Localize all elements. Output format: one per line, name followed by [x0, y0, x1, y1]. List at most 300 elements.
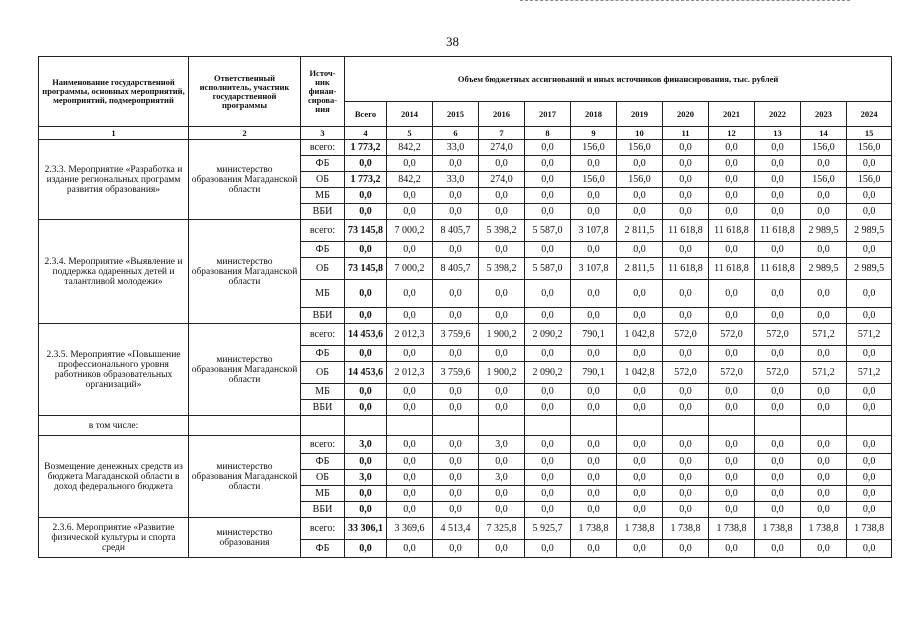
- column-number: 7: [479, 127, 525, 140]
- year-value: 3 369,6: [387, 518, 433, 540]
- funding-source: ФБ: [301, 454, 345, 470]
- year-value: 0,0: [433, 400, 479, 416]
- year-value: 0,0: [847, 470, 892, 486]
- funding-source: ВБИ: [301, 204, 345, 220]
- year-value: 0,0: [617, 486, 663, 502]
- year-value: 0,0: [709, 140, 755, 156]
- year-value: 0,0: [755, 204, 801, 220]
- year-value: 0,0: [617, 156, 663, 172]
- year-value: 0,0: [709, 188, 755, 204]
- year-value: 0,0: [617, 308, 663, 324]
- column-number: 8: [525, 127, 571, 140]
- year-value: 0,0: [525, 400, 571, 416]
- executor: министерство образования Магаданской области: [189, 324, 301, 416]
- year-value: 0,0: [525, 172, 571, 188]
- table-row: [39, 220, 892, 242]
- year-value: 0,0: [571, 540, 617, 558]
- empty-cell: [479, 416, 525, 436]
- executor: министерство образования Магаданской области: [189, 436, 301, 518]
- year-value: 5 925,7: [525, 518, 571, 540]
- year-value: 0,0: [617, 280, 663, 308]
- total-value: 0,0: [345, 400, 387, 416]
- year-value: 0,0: [525, 540, 571, 558]
- year-value: 274,0: [479, 140, 525, 156]
- total-value: 0,0: [345, 346, 387, 362]
- column-number: 6: [433, 127, 479, 140]
- year-value: 0,0: [479, 242, 525, 258]
- year-value: 0,0: [617, 242, 663, 258]
- year-value: 0,0: [663, 400, 709, 416]
- year-value: 0,0: [525, 384, 571, 400]
- year-value: 0,0: [847, 454, 892, 470]
- total-value: 0,0: [345, 308, 387, 324]
- year-value: 0,0: [755, 188, 801, 204]
- year-value: 0,0: [617, 454, 663, 470]
- year-value: 790,1: [571, 324, 617, 346]
- year-value: 0,0: [755, 156, 801, 172]
- year-value: 7 000,2: [387, 220, 433, 242]
- year-value: 5 398,2: [479, 220, 525, 242]
- subheader-row: [39, 416, 892, 436]
- year-value: 0,0: [525, 280, 571, 308]
- year-value: 0,0: [663, 156, 709, 172]
- year-value: 0,0: [433, 188, 479, 204]
- year-value: 0,0: [571, 280, 617, 308]
- column-number: 10: [617, 127, 663, 140]
- year-value: 0,0: [755, 346, 801, 362]
- year-value: 0,0: [525, 140, 571, 156]
- year-value: 571,2: [847, 324, 892, 346]
- year-value: 0,0: [755, 486, 801, 502]
- funding-source: всего:: [301, 324, 345, 346]
- year-value: 0,0: [571, 470, 617, 486]
- year-value: 0,0: [709, 156, 755, 172]
- executor: министерство образования Магаданской области: [189, 220, 301, 324]
- header-source: Источ-ник финан-сирова-ния: [301, 57, 345, 127]
- year-value: 0,0: [663, 502, 709, 518]
- year-value: 0,0: [755, 384, 801, 400]
- year-value: 2 811,5: [617, 258, 663, 280]
- header-name: Наименование государственной программы, основных мероприятий, мероприятий, подмероприятий: [39, 57, 189, 127]
- year-value: 0,0: [755, 436, 801, 454]
- year-value: 0,0: [387, 346, 433, 362]
- year-value: 572,0: [663, 324, 709, 346]
- funding-source: ВБИ: [301, 502, 345, 518]
- funding-source: ВБИ: [301, 308, 345, 324]
- year-value: 11 618,8: [663, 220, 709, 242]
- year-value: 2 012,3: [387, 324, 433, 346]
- year-value: 0,0: [847, 308, 892, 324]
- year-value: 0,0: [617, 204, 663, 220]
- year-value: 0,0: [617, 400, 663, 416]
- year-value: 0,0: [571, 436, 617, 454]
- year-value: 0,0: [847, 384, 892, 400]
- year-value: 0,0: [709, 502, 755, 518]
- total-value: 0,0: [345, 280, 387, 308]
- year-value: 0,0: [571, 346, 617, 362]
- funding-source: ОБ: [301, 362, 345, 384]
- year-value: 0,0: [571, 188, 617, 204]
- year-value: 0,0: [387, 242, 433, 258]
- empty-cell: [433, 416, 479, 436]
- funding-source: всего:: [301, 220, 345, 242]
- year-value: 1 738,8: [663, 518, 709, 540]
- total-value: 33 306,1: [345, 518, 387, 540]
- year-value: 0,0: [663, 204, 709, 220]
- year-value: 156,0: [801, 172, 847, 188]
- funding-source: МБ: [301, 188, 345, 204]
- year-value: 0,0: [709, 540, 755, 558]
- year-value: 0,0: [755, 280, 801, 308]
- year-value: 1 042,8: [617, 362, 663, 384]
- year-value: 0,0: [847, 436, 892, 454]
- year-value: 0,0: [847, 204, 892, 220]
- header-total: Всего: [345, 102, 387, 127]
- year-value: 0,0: [387, 308, 433, 324]
- year-value: 0,0: [663, 280, 709, 308]
- year-value: 3 107,8: [571, 258, 617, 280]
- year-value: 156,0: [571, 172, 617, 188]
- year-value: 0,0: [387, 384, 433, 400]
- year-value: 0,0: [617, 470, 663, 486]
- year-value: 0,0: [433, 204, 479, 220]
- year-value: 0,0: [755, 140, 801, 156]
- empty-cell: [525, 416, 571, 436]
- year-value: 1 738,8: [847, 518, 892, 540]
- column-number: 2: [189, 127, 301, 140]
- year-value: 0,0: [801, 308, 847, 324]
- year-value: 0,0: [801, 470, 847, 486]
- year-value: 0,0: [709, 172, 755, 188]
- funding-source: ФБ: [301, 242, 345, 258]
- year-value: 0,0: [801, 280, 847, 308]
- year-value: 0,0: [663, 242, 709, 258]
- funding-source: ФБ: [301, 346, 345, 362]
- total-value: 0,0: [345, 204, 387, 220]
- year-value: 0,0: [709, 308, 755, 324]
- year-value: 11 618,8: [755, 258, 801, 280]
- year-value: 1 738,8: [709, 518, 755, 540]
- year-value: 0,0: [709, 436, 755, 454]
- year-value: 7 000,2: [387, 258, 433, 280]
- year-value: 8 405,7: [433, 220, 479, 242]
- total-value: 14 453,6: [345, 324, 387, 346]
- year-value: 0,0: [755, 502, 801, 518]
- table-row: [39, 436, 892, 454]
- year-value: 0,0: [525, 436, 571, 454]
- year-value: 0,0: [709, 400, 755, 416]
- year-value: 0,0: [571, 384, 617, 400]
- year-value: 0,0: [663, 188, 709, 204]
- year-value: 0,0: [755, 172, 801, 188]
- year-value: 0,0: [801, 540, 847, 558]
- year-value: 0,0: [801, 204, 847, 220]
- year-value: 156,0: [847, 140, 892, 156]
- year-value: 0,0: [525, 242, 571, 258]
- empty-cell: [571, 416, 617, 436]
- header-year: 2015: [433, 102, 479, 127]
- year-value: 0,0: [433, 486, 479, 502]
- empty-cell: [663, 416, 709, 436]
- empty-cell: [345, 416, 387, 436]
- column-number: 12: [709, 127, 755, 140]
- year-value: 0,0: [847, 486, 892, 502]
- year-value: 0,0: [525, 486, 571, 502]
- year-value: 0,0: [801, 188, 847, 204]
- header-year: 2017: [525, 102, 571, 127]
- year-value: 0,0: [709, 280, 755, 308]
- year-value: 3,0: [479, 470, 525, 486]
- year-value: 0,0: [479, 540, 525, 558]
- year-value: 0,0: [571, 156, 617, 172]
- year-value: 0,0: [525, 188, 571, 204]
- year-value: 0,0: [479, 400, 525, 416]
- year-value: 0,0: [387, 540, 433, 558]
- funding-source: ОБ: [301, 258, 345, 280]
- year-value: 0,0: [433, 242, 479, 258]
- funding-source: всего:: [301, 140, 345, 156]
- year-value: 0,0: [801, 346, 847, 362]
- year-value: 0,0: [387, 280, 433, 308]
- executor: министерство образования: [189, 518, 301, 558]
- year-value: 1 738,8: [801, 518, 847, 540]
- year-value: 11 618,8: [709, 220, 755, 242]
- table-row: [39, 140, 892, 156]
- total-value: 73 145,8: [345, 220, 387, 242]
- year-value: 0,0: [847, 346, 892, 362]
- year-value: 0,0: [571, 308, 617, 324]
- year-value: 156,0: [847, 172, 892, 188]
- total-value: 0,0: [345, 540, 387, 558]
- year-value: 0,0: [387, 188, 433, 204]
- budget-table: [38, 56, 892, 558]
- year-value: 0,0: [387, 436, 433, 454]
- year-value: 11 618,8: [755, 220, 801, 242]
- empty-cell: [301, 416, 345, 436]
- year-value: 0,0: [663, 384, 709, 400]
- header-year: 2019: [617, 102, 663, 127]
- year-value: 3 759,6: [433, 362, 479, 384]
- year-value: 0,0: [663, 172, 709, 188]
- year-value: 0,0: [709, 486, 755, 502]
- header-budget-volume: Объем бюджетных ассигнований и иных источников финансирования, тыс. рублей: [345, 57, 892, 102]
- year-value: 0,0: [479, 204, 525, 220]
- header-executor: Ответственный исполнитель, участник государственной программы: [189, 57, 301, 127]
- year-value: 1 738,8: [571, 518, 617, 540]
- header-year: 2024: [847, 102, 892, 127]
- total-value: 0,0: [345, 454, 387, 470]
- total-value: 0,0: [345, 486, 387, 502]
- year-value: 0,0: [571, 486, 617, 502]
- year-value: 0,0: [479, 308, 525, 324]
- activity-name: 2.3.6. Мероприятие «Развитие физической культуры и спорта среди: [39, 518, 189, 558]
- year-value: 0,0: [433, 540, 479, 558]
- header-year: 2021: [709, 102, 755, 127]
- year-value: 0,0: [847, 280, 892, 308]
- header-year: 2014: [387, 102, 433, 127]
- year-value: 0,0: [847, 540, 892, 558]
- year-value: 0,0: [387, 470, 433, 486]
- year-value: 0,0: [663, 454, 709, 470]
- year-value: 0,0: [479, 454, 525, 470]
- funding-source: ФБ: [301, 540, 345, 558]
- year-value: 571,2: [847, 362, 892, 384]
- activity-name: 2.3.4. Мероприятие «Выявление и поддержка одаренных детей и талантливой молодежи»: [39, 220, 189, 324]
- empty-cell: [847, 416, 892, 436]
- year-value: 0,0: [847, 242, 892, 258]
- year-value: 156,0: [617, 140, 663, 156]
- year-value: 0,0: [709, 242, 755, 258]
- year-value: 0,0: [571, 400, 617, 416]
- year-value: 0,0: [801, 156, 847, 172]
- year-value: 0,0: [387, 502, 433, 518]
- empty-cell: [387, 416, 433, 436]
- activity-name: 2.3.5. Мероприятие «Повышение профессионального уровня работников образовательных организаций»: [39, 324, 189, 416]
- year-value: 2 012,3: [387, 362, 433, 384]
- year-value: 3 759,6: [433, 324, 479, 346]
- year-value: 0,0: [525, 454, 571, 470]
- year-value: 2 811,5: [617, 220, 663, 242]
- year-value: 274,0: [479, 172, 525, 188]
- year-value: 0,0: [433, 346, 479, 362]
- total-value: 3,0: [345, 470, 387, 486]
- year-value: 0,0: [663, 308, 709, 324]
- year-value: 0,0: [663, 346, 709, 362]
- year-value: 0,0: [525, 502, 571, 518]
- year-value: 0,0: [801, 486, 847, 502]
- year-value: 0,0: [387, 156, 433, 172]
- page-number: 38: [446, 34, 459, 49]
- year-value: 0,0: [755, 470, 801, 486]
- header-year: 2022: [755, 102, 801, 127]
- year-value: 0,0: [801, 436, 847, 454]
- year-value: 0,0: [433, 156, 479, 172]
- header-year: 2023: [801, 102, 847, 127]
- year-value: 3,0: [479, 436, 525, 454]
- column-number: 1: [39, 127, 189, 140]
- year-value: 8 405,7: [433, 258, 479, 280]
- year-value: 33,0: [433, 140, 479, 156]
- year-value: 0,0: [755, 242, 801, 258]
- year-value: 0,0: [387, 486, 433, 502]
- year-value: 0,0: [709, 346, 755, 362]
- year-value: 0,0: [663, 436, 709, 454]
- year-value: 0,0: [663, 540, 709, 558]
- funding-source: ВБИ: [301, 400, 345, 416]
- activity-name: 2.3.3. Мероприятие «Разработка и издание региональных программ развития образования»: [39, 140, 189, 220]
- year-value: 156,0: [617, 172, 663, 188]
- year-value: 0,0: [801, 384, 847, 400]
- year-value: 0,0: [847, 400, 892, 416]
- scan-artifact-line: [520, 0, 850, 2]
- year-value: 0,0: [801, 242, 847, 258]
- year-value: 156,0: [801, 140, 847, 156]
- year-value: 0,0: [479, 384, 525, 400]
- year-value: 5 587,0: [525, 258, 571, 280]
- year-value: 0,0: [663, 470, 709, 486]
- total-value: 1 773,2: [345, 140, 387, 156]
- year-value: 0,0: [709, 454, 755, 470]
- total-value: 0,0: [345, 156, 387, 172]
- year-value: 0,0: [663, 140, 709, 156]
- header-year: 2020: [663, 102, 709, 127]
- year-value: 1 738,8: [617, 518, 663, 540]
- funding-source: всего:: [301, 436, 345, 454]
- total-value: 0,0: [345, 188, 387, 204]
- column-number: 13: [755, 127, 801, 140]
- year-value: 0,0: [847, 502, 892, 518]
- year-value: 0,0: [525, 204, 571, 220]
- column-number: 11: [663, 127, 709, 140]
- year-value: 0,0: [663, 486, 709, 502]
- year-value: 3 107,8: [571, 220, 617, 242]
- year-value: 0,0: [755, 540, 801, 558]
- total-value: 14 453,6: [345, 362, 387, 384]
- total-value: 0,0: [345, 242, 387, 258]
- year-value: 0,0: [479, 486, 525, 502]
- year-value: 572,0: [709, 324, 755, 346]
- year-value: 2 090,2: [525, 362, 571, 384]
- year-value: 0,0: [617, 436, 663, 454]
- year-value: 2 989,5: [847, 220, 892, 242]
- executor: министерство образования Магаданской области: [189, 140, 301, 220]
- empty-cell: [617, 416, 663, 436]
- column-number: 9: [571, 127, 617, 140]
- year-value: 0,0: [755, 454, 801, 470]
- year-value: 1 900,2: [479, 324, 525, 346]
- year-value: 0,0: [571, 204, 617, 220]
- year-value: 1 042,8: [617, 324, 663, 346]
- year-value: 0,0: [617, 384, 663, 400]
- year-value: 0,0: [617, 346, 663, 362]
- year-value: 572,0: [755, 324, 801, 346]
- year-value: 0,0: [387, 400, 433, 416]
- year-value: 0,0: [525, 470, 571, 486]
- year-value: 790,1: [571, 362, 617, 384]
- table-row: [39, 324, 892, 346]
- year-value: 0,0: [479, 156, 525, 172]
- year-value: 0,0: [479, 188, 525, 204]
- year-value: 0,0: [433, 436, 479, 454]
- year-value: 0,0: [709, 470, 755, 486]
- year-value: 842,2: [387, 140, 433, 156]
- column-number: 15: [847, 127, 892, 140]
- empty-cell: [801, 416, 847, 436]
- funding-source: ОБ: [301, 470, 345, 486]
- year-value: 4 513,4: [433, 518, 479, 540]
- total-value: 73 145,8: [345, 258, 387, 280]
- year-value: 5 398,2: [479, 258, 525, 280]
- funding-source: ОБ: [301, 172, 345, 188]
- year-value: 0,0: [525, 156, 571, 172]
- year-value: 0,0: [433, 280, 479, 308]
- year-value: 0,0: [479, 280, 525, 308]
- year-value: 0,0: [525, 308, 571, 324]
- year-value: 572,0: [663, 362, 709, 384]
- year-value: 0,0: [571, 502, 617, 518]
- empty-cell: [189, 416, 301, 436]
- year-value: 2 989,5: [801, 258, 847, 280]
- funding-source: ФБ: [301, 156, 345, 172]
- year-value: 33,0: [433, 172, 479, 188]
- year-value: 0,0: [709, 384, 755, 400]
- year-value: 0,0: [433, 308, 479, 324]
- total-value: 0,0: [345, 384, 387, 400]
- year-value: 5 587,0: [525, 220, 571, 242]
- year-value: 0,0: [433, 502, 479, 518]
- total-value: 3,0: [345, 436, 387, 454]
- year-value: 0,0: [479, 502, 525, 518]
